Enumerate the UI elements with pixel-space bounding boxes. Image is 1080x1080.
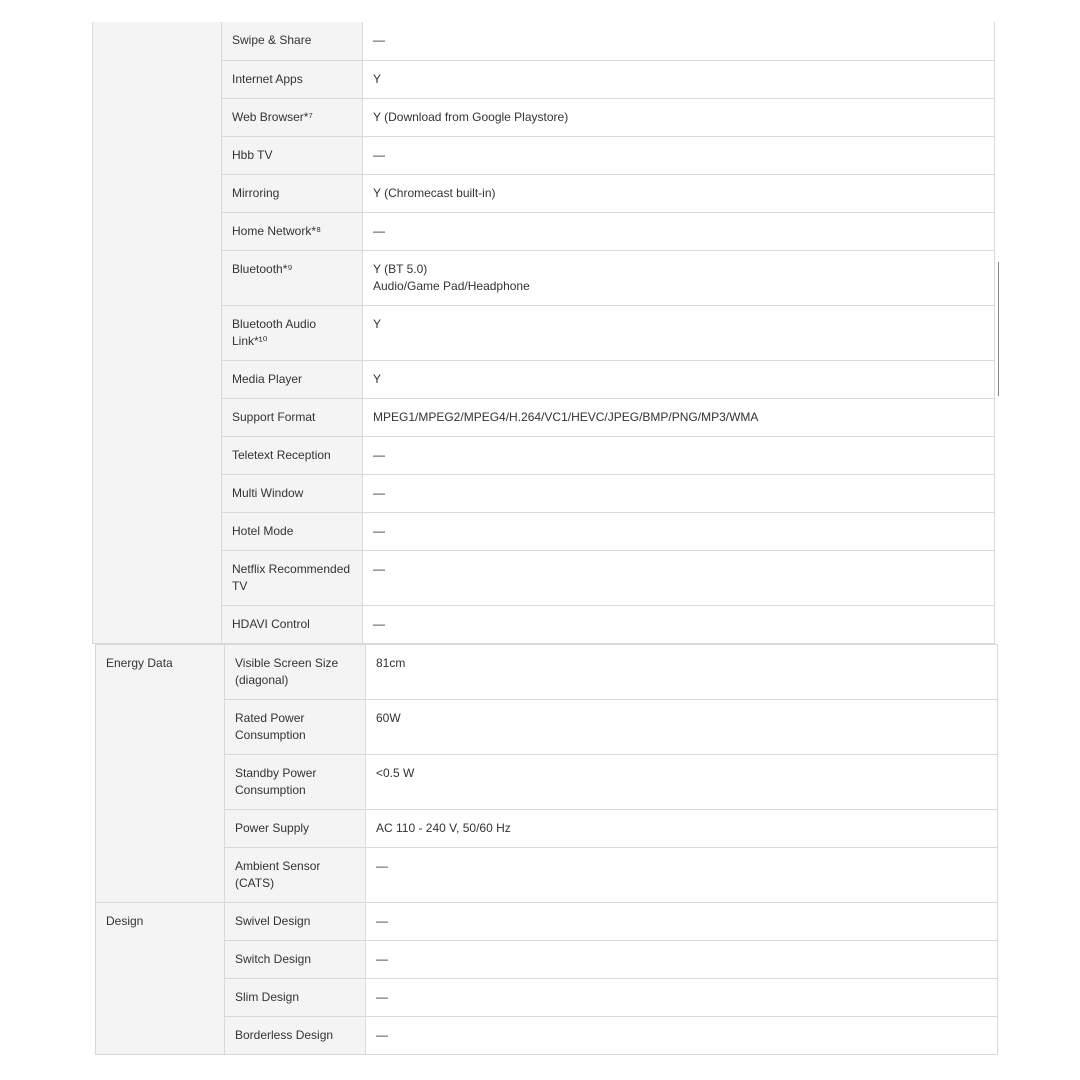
spec-value: [363, 305, 995, 360]
spec-table-network: [92, 22, 995, 644]
spec-value: [363, 436, 995, 474]
spec-row: [93, 398, 995, 436]
spec-value: [363, 98, 995, 136]
spec-row: [93, 436, 995, 474]
spec-label: Media Player: [222, 360, 363, 398]
spec-row: [93, 305, 995, 360]
spec-value-line: MPEG1/MPEG2/MPEG4/H.264/VC1/HEVC/JPEG/BMP/PNG/MP3/WMA: [373, 409, 759, 424]
spec-label: Ambient Sensor (CATS): [225, 848, 366, 903]
spec-value-line: AC 110 - 240 V, 50/60 Hz: [376, 821, 511, 835]
spec-value: [363, 60, 995, 98]
spec-row: [93, 174, 995, 212]
spec-row: [96, 645, 998, 700]
spec-value: [363, 398, 995, 436]
spec-value-line: —: [373, 223, 385, 238]
spec-value: [363, 474, 995, 512]
spec-value-line: —: [373, 616, 385, 631]
spec-row: [93, 22, 995, 60]
spec-value-line: —: [376, 990, 388, 1004]
spec-value: [363, 250, 995, 305]
spec-value: [363, 136, 995, 174]
spec-label: Support Format: [222, 398, 363, 436]
spec-row: [93, 250, 995, 305]
spec-value-line: 60W: [376, 711, 401, 725]
spec-label: Visible Screen Size (diagonal): [225, 645, 366, 700]
spec-value-line: —: [373, 561, 385, 576]
spec-row: [93, 360, 995, 398]
spec-value-line: Audio/Game Pad/Headphone: [373, 278, 530, 293]
spec-value-line: Y (Chromecast built-in): [373, 185, 496, 200]
spec-value-line: —: [376, 952, 388, 966]
spec-label: Bluetooth Audio Link*¹⁰: [222, 305, 363, 360]
spec-value-line: Y: [373, 316, 382, 331]
spec-label: Mirroring: [222, 174, 363, 212]
spec-value: [363, 174, 995, 212]
spec-label: Power Supply: [225, 810, 366, 848]
spec-row: [96, 903, 998, 941]
scrollbar-thumb[interactable]: [998, 262, 999, 396]
spec-row: [93, 136, 995, 174]
spec-value-line: —: [376, 914, 388, 928]
spec-row: [93, 212, 995, 250]
spec-label: Teletext Reception: [222, 436, 363, 474]
spec-label: Slim Design: [225, 979, 366, 1017]
spec-label: Swivel Design: [225, 903, 366, 941]
spec-value-line: —: [373, 33, 385, 47]
spec-row: [96, 755, 998, 810]
spec-label: Switch Design: [225, 941, 366, 979]
spec-table-energy-design: [95, 644, 998, 1055]
spec-value: [366, 848, 998, 903]
spec-label: Home Network*⁸: [222, 212, 363, 250]
spec-label: Swipe & Share: [222, 22, 363, 60]
spec-value: [366, 700, 998, 755]
spec-value: [366, 810, 998, 848]
spec-value: [366, 903, 998, 941]
spec-label: Web Browser*⁷: [222, 98, 363, 136]
spec-label: Hbb TV: [222, 136, 363, 174]
spec-value-line: Y (BT 5.0): [373, 261, 428, 276]
section-category-label: [93, 22, 222, 643]
spec-value-line: —: [373, 447, 385, 462]
spec-value: [366, 1017, 998, 1055]
spec-value: [363, 512, 995, 550]
spec-value-line: Y (Download from Google Playstore): [373, 109, 569, 124]
spec-row: [96, 1017, 998, 1055]
spec-row: [93, 98, 995, 136]
spec-value-line: 81cm: [376, 656, 406, 670]
spec-value: [366, 755, 998, 810]
spec-row: [96, 941, 998, 979]
spec-row: [96, 700, 998, 755]
spec-label: Rated Power Consumption: [225, 700, 366, 755]
spec-value-line: —: [376, 859, 388, 873]
spec-row: [96, 979, 998, 1017]
spec-value-line: —: [373, 485, 385, 500]
spec-value-line: Y: [373, 71, 382, 86]
spec-value-line: Y: [373, 371, 382, 386]
spec-value-line: <0.5 W: [376, 766, 415, 780]
spec-value: [363, 550, 995, 605]
spec-value: [363, 605, 995, 643]
spec-label: HDAVI Control: [222, 605, 363, 643]
spec-value: [363, 360, 995, 398]
spec-value-line: —: [373, 147, 385, 162]
spec-value: [363, 22, 995, 60]
spec-row: [93, 512, 995, 550]
spec-value: [363, 212, 995, 250]
spec-value-line: —: [376, 1028, 388, 1042]
spec-row: [93, 605, 995, 643]
spec-label: Multi Window: [222, 474, 363, 512]
spec-row: [93, 474, 995, 512]
spec-row: [96, 848, 998, 903]
section-category-label: Design: [96, 903, 225, 1055]
spec-label: Borderless Design: [225, 1017, 366, 1055]
spec-row: [96, 810, 998, 848]
section-category-label: Energy Data: [96, 645, 225, 903]
spec-label: Standby Power Consumption: [225, 755, 366, 810]
spec-value: [366, 979, 998, 1017]
spec-row: [93, 60, 995, 98]
spec-value: [366, 645, 998, 700]
spec-label: Internet Apps: [222, 60, 363, 98]
spec-label: Bluetooth*⁹: [222, 250, 363, 305]
spec-row: [93, 550, 995, 605]
spec-value: [366, 941, 998, 979]
spec-label: Hotel Mode: [222, 512, 363, 550]
spec-value-line: —: [373, 523, 385, 538]
spec-label: Netflix Recommended TV: [222, 550, 363, 605]
